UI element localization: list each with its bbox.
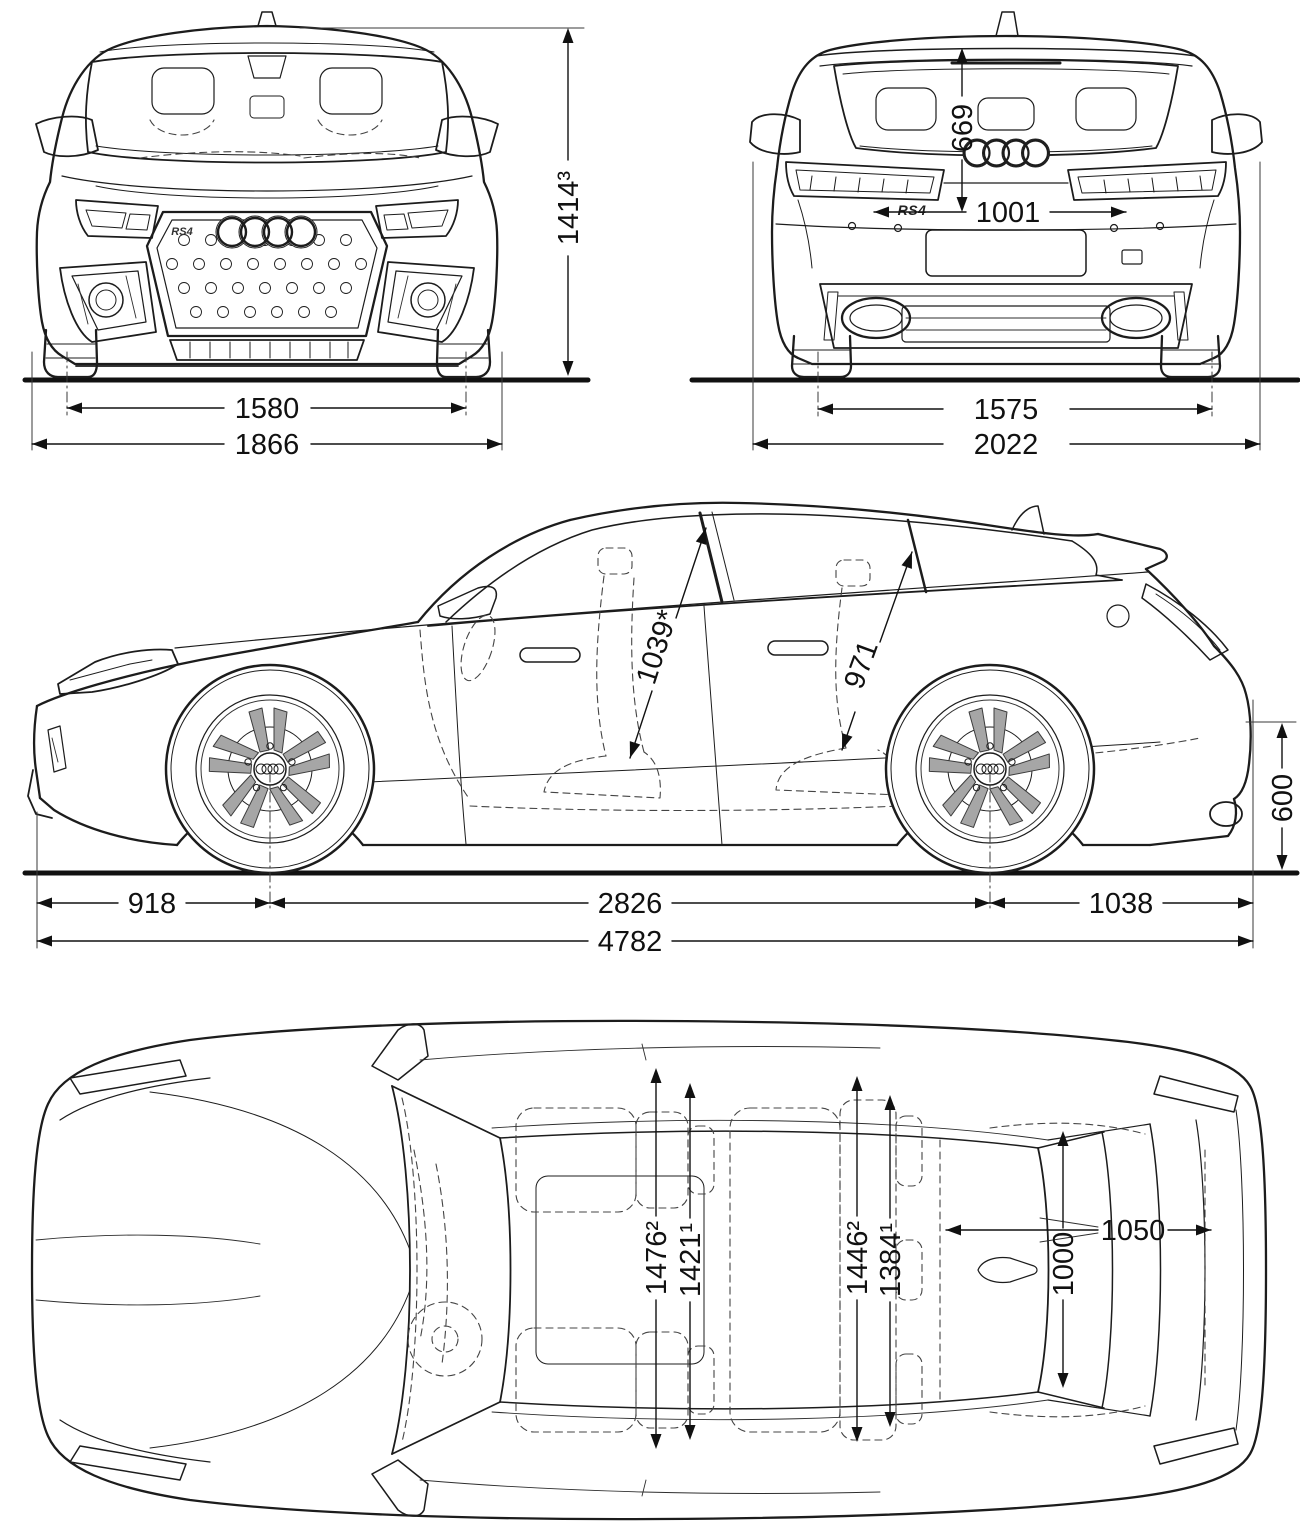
towbar-cover — [1122, 250, 1142, 264]
audi-rings-front — [216, 216, 317, 248]
rear-seat-headrest — [836, 560, 870, 586]
dim-overall-height: 1414³ — [553, 170, 585, 246]
rear-headrest-right — [1076, 88, 1136, 130]
top-antenna-fin — [978, 1258, 1037, 1283]
top-taillight-left — [1154, 1076, 1238, 1112]
front-headrest-left — [152, 68, 214, 114]
top-headlight-right — [70, 1446, 186, 1480]
headlight-side — [58, 650, 178, 695]
spoiler-trailing-edge — [1150, 1124, 1161, 1416]
rear-rs4-badge: RS4 — [897, 202, 927, 218]
windshield-base — [392, 1086, 410, 1454]
front-view-art — [25, 12, 588, 380]
dim-front-overhang: 918 — [127, 888, 177, 920]
dim-elbow-width-front: 1476² — [641, 1220, 673, 1296]
rear-tire-right — [1161, 336, 1220, 377]
wheelhouse-right — [990, 1406, 1145, 1417]
roof-rail-right — [500, 1392, 1038, 1409]
dim-boot-opening-width: 1001 — [975, 197, 1041, 229]
rear-bumper-lower — [1150, 799, 1236, 845]
steering-wheel-top — [408, 1302, 482, 1376]
dim-loading-sill-height: 600 — [1267, 773, 1299, 823]
dim-overall-length: 4782 — [597, 926, 663, 958]
rear-mirror-left — [750, 114, 800, 154]
roof-rear-edge — [1038, 1148, 1049, 1392]
dim-interior-height-front: 1039* — [630, 606, 685, 689]
rear-spoiler — [1098, 534, 1167, 569]
dim-boot-opening-height: 669 — [947, 103, 979, 153]
tailgate-seam — [1196, 1120, 1205, 1420]
grille — [147, 212, 387, 336]
lower-intake — [170, 340, 364, 360]
rear-diffuser — [820, 284, 1192, 348]
dim-width-incl-mirrors: 2022 — [973, 429, 1039, 461]
rear-door-cutline — [704, 606, 722, 845]
license-plate-recess — [926, 230, 1086, 276]
front-antenna — [258, 12, 276, 26]
dim-shoulder-width-rear: 1384¹ — [875, 1222, 907, 1298]
rear-dimensions — [753, 48, 1260, 461]
front-rs4-badge: RS4 — [171, 226, 193, 238]
exhaust-left — [842, 298, 910, 338]
front-headrest-right — [320, 68, 382, 114]
dim-track-front: 1580 — [234, 393, 300, 425]
door-handle-rear — [768, 641, 828, 655]
rear-headrest-left — [876, 88, 936, 130]
dim-body-width: 1866 — [234, 429, 300, 461]
dim-boot-width: 1000 — [1048, 1231, 1080, 1297]
front-windshield — [86, 53, 448, 163]
dim-shoulder-width-front: 1421¹ — [675, 1222, 707, 1298]
front-bumper-lower — [40, 798, 177, 845]
front-tire-right — [437, 330, 490, 377]
rear-mirror-right — [1212, 114, 1262, 154]
rearview-mirror — [248, 56, 286, 78]
headlight-left — [76, 200, 158, 238]
front-view — [25, 12, 588, 461]
dim-track-rear: 1575 — [973, 394, 1039, 426]
top-dimensions — [641, 1068, 1211, 1449]
exhaust-right — [1102, 298, 1170, 338]
rear-tire-left — [792, 336, 851, 377]
a-pillar — [418, 520, 570, 622]
dim-interior-height-rear: 971 — [838, 636, 885, 694]
fog-intake-left — [60, 262, 156, 342]
front-door-cutline — [452, 626, 466, 844]
dim-rear-overhang: 1038 — [1088, 888, 1154, 920]
door-handle-front — [520, 648, 580, 662]
rear-antenna — [996, 12, 1018, 36]
taillight-left — [786, 162, 944, 200]
top-headlight-left — [70, 1060, 186, 1094]
headlight-right — [376, 200, 458, 238]
dim-boot-length: 1050 — [1100, 1215, 1166, 1247]
exhaust-side — [1210, 802, 1242, 826]
rear-headrest-center — [978, 98, 1034, 130]
tailgate-line — [1146, 569, 1251, 799]
top-mirror-left — [372, 1024, 428, 1080]
taillight-right — [1068, 162, 1226, 200]
rear-glass-edge — [1102, 1132, 1113, 1408]
rear-window — [834, 60, 1178, 156]
grille-mesh — [167, 235, 367, 318]
side-view — [25, 503, 1299, 958]
front-seat-back-right — [636, 1332, 688, 1428]
roof-front-edge — [500, 1138, 511, 1402]
top-view — [32, 1021, 1266, 1519]
top-taillight-right — [1154, 1428, 1238, 1464]
dim-wheelbase: 2826 — [597, 888, 663, 920]
top-mirror-right — [372, 1460, 428, 1516]
nose — [34, 706, 40, 798]
wheelhouse-left — [990, 1123, 1145, 1134]
front-console — [250, 96, 284, 118]
roof-rail-left — [500, 1131, 1038, 1148]
front-seat-back-left — [636, 1112, 688, 1208]
top-interior-dashed — [402, 1098, 1205, 1442]
dim-elbow-width-rear: 1446² — [842, 1220, 874, 1296]
front-body-outline — [37, 26, 498, 364]
fuel-filler — [1107, 605, 1129, 627]
rear-bench-cushion — [730, 1108, 840, 1432]
rear-view-art — [692, 12, 1298, 380]
b-pillar — [700, 513, 722, 602]
fog-intake-right — [378, 262, 474, 342]
front-tire-left — [44, 330, 97, 377]
front-seat-headrest — [598, 548, 632, 574]
window-sill-line — [428, 580, 1122, 626]
rear-view — [692, 12, 1298, 461]
